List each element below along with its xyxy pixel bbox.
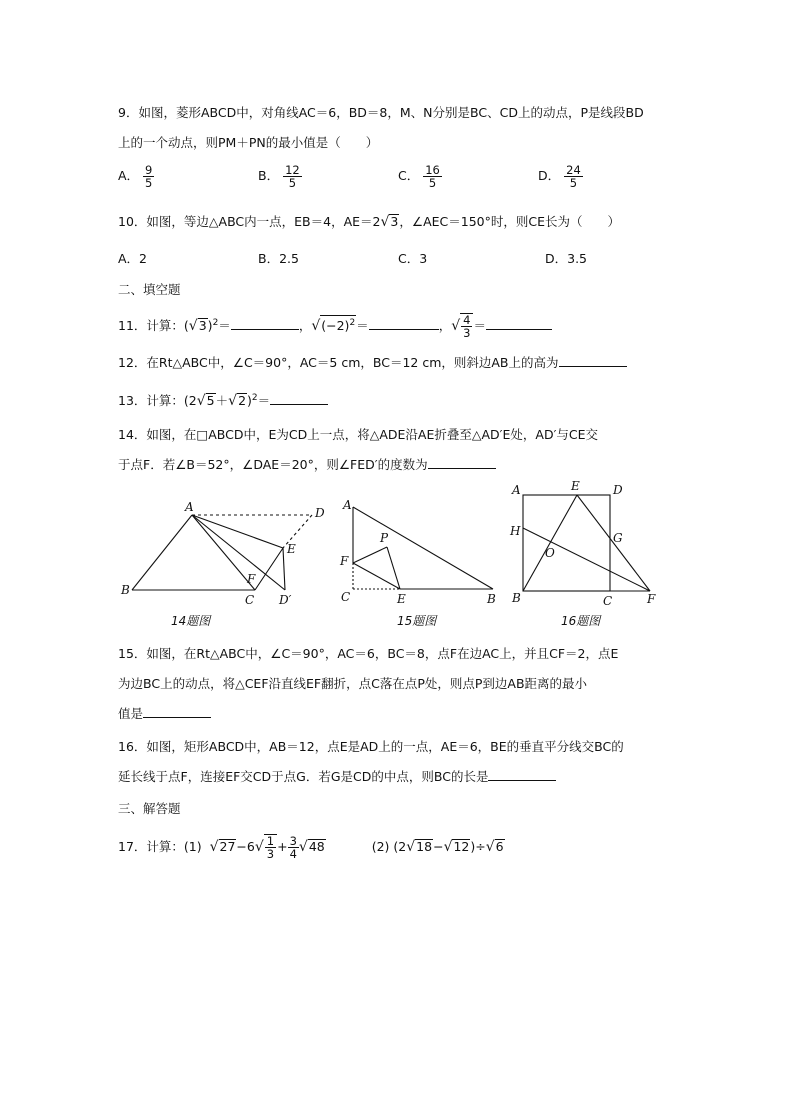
point-label: F bbox=[340, 554, 349, 568]
q13-stem: 13．计算：$(2√5+√2)^2=$ bbox=[118, 389, 328, 410]
answer-blank[interactable] bbox=[270, 392, 328, 405]
point-label: F bbox=[647, 592, 656, 606]
fraction: $\frac{9}{5}$ bbox=[145, 163, 153, 190]
q16-line2: 延长线于点F，连接EF交CD于点G．若G是CD的中点，则BC的长是 bbox=[118, 768, 556, 786]
point-label: C bbox=[245, 593, 255, 607]
q11-stem: 11．计算：$(√3)^2=$ ，$√(-2)^2=$ ，√ $\frac{4}{3}$ ＝ bbox=[118, 313, 552, 339]
q15-line3: 值是 bbox=[118, 705, 211, 723]
figure-14 bbox=[115, 495, 335, 630]
q9-line1: 9．如图，菱形ABCD中，对角线AC＝6，BD＝8，M、N分别是BC、CD上的动点，P是线段BD bbox=[118, 105, 644, 120]
point-label: D bbox=[613, 483, 623, 497]
point-label: A bbox=[185, 500, 194, 514]
point-label: A bbox=[343, 498, 352, 512]
q15-line2: 为边BC上的动点，将△CEF沿直线EF翻折，点C落在点P处，则点P到边AB距离的最小 bbox=[118, 676, 588, 691]
q9-option-d: D． $\frac{24}{5}$ bbox=[538, 163, 581, 190]
q14-line1: 14．如图，在□ABCD中，E为CD上一点，将△ADE沿AE折叠至△AD′E处，AD′与CE交 bbox=[118, 427, 599, 442]
q9-option-c: C． $\frac{16}{5}$ bbox=[398, 163, 440, 190]
fraction: $\frac{12}{5}$ bbox=[285, 163, 300, 190]
q10-option-d: D．3.5 bbox=[545, 251, 588, 266]
point-label: C bbox=[603, 594, 613, 608]
q10-stem: 10．如图，等边△ABC内一点，EB＝4，AE＝2√3，∠AEC＝150°时，则CE长为（ ） bbox=[118, 214, 620, 230]
q9-option-b: B． $\frac{12}{5}$ bbox=[258, 163, 300, 190]
answer-blank[interactable] bbox=[369, 317, 439, 330]
q15-line1: 15．如图，在Rt△ABC中，∠C＝90°，AC＝6，BC＝8，点F在边AC上，并且CF＝2，点E bbox=[118, 646, 619, 661]
fraction: $\frac{24}{5}$ bbox=[566, 163, 581, 190]
figure-caption: 15题图 bbox=[397, 614, 437, 628]
point-label: F bbox=[247, 572, 256, 586]
q9-line2: 上的一个动点，则PM＋PN的最小值是（ ） bbox=[118, 135, 379, 150]
q12-stem: 12．在Rt△ABC中，∠C＝90°，AC＝5 cm，BC＝12 cm，则斜边AB上的高为 bbox=[118, 354, 627, 372]
point-label: A bbox=[512, 483, 521, 497]
answer-blank[interactable] bbox=[488, 768, 556, 781]
answer-blank[interactable] bbox=[559, 354, 627, 367]
point-label: H bbox=[510, 524, 521, 538]
point-label: B bbox=[121, 583, 130, 597]
point-label: D bbox=[315, 506, 325, 520]
q17-stem: 17．计算：(1) √27−6√ $\frac{1}{3}$ + $\frac{3}{4}$ √48 (2) (2√18−√12)÷√6 bbox=[118, 834, 504, 861]
point-label: O bbox=[545, 546, 555, 560]
point-label: C bbox=[341, 590, 351, 604]
section-heading-solve: 三、解答题 bbox=[118, 801, 181, 816]
q16-line1: 16．如图，矩形ABCD中，AB＝12，点E是AD上的一点，AE＝6，BE的垂直平分线交BC的 bbox=[118, 739, 624, 754]
answer-blank[interactable] bbox=[486, 317, 552, 330]
point-label: D′ bbox=[279, 593, 292, 607]
answer-blank[interactable] bbox=[143, 705, 211, 718]
q10-option-c: C．3 bbox=[398, 251, 428, 266]
point-label: B bbox=[512, 591, 521, 605]
point-label: E bbox=[287, 542, 296, 556]
answer-blank[interactable] bbox=[428, 456, 496, 469]
q14-line2: 于点F．若∠B＝52°，∠DAE＝20°，则∠FED′的度数为 bbox=[118, 456, 496, 474]
q10-option-b: B．2.5 bbox=[258, 251, 299, 266]
figure-16 bbox=[505, 478, 670, 630]
figure-caption: 14题图 bbox=[171, 614, 211, 628]
q10-option-a: A．2 bbox=[118, 251, 148, 266]
point-label: E bbox=[571, 479, 580, 493]
fraction: $\frac{16}{5}$ bbox=[425, 163, 440, 190]
point-label: B bbox=[487, 592, 496, 606]
answer-blank[interactable] bbox=[231, 317, 299, 330]
point-label: P bbox=[380, 531, 389, 545]
point-label: G bbox=[613, 531, 623, 545]
figure-15 bbox=[335, 495, 505, 630]
point-label: E bbox=[397, 592, 406, 606]
figure-caption: 16题图 bbox=[561, 614, 601, 628]
section-heading-fill-blank: 二、填空题 bbox=[118, 282, 181, 297]
q9-option-a: A． $\frac{9}{5}$ bbox=[118, 163, 153, 190]
